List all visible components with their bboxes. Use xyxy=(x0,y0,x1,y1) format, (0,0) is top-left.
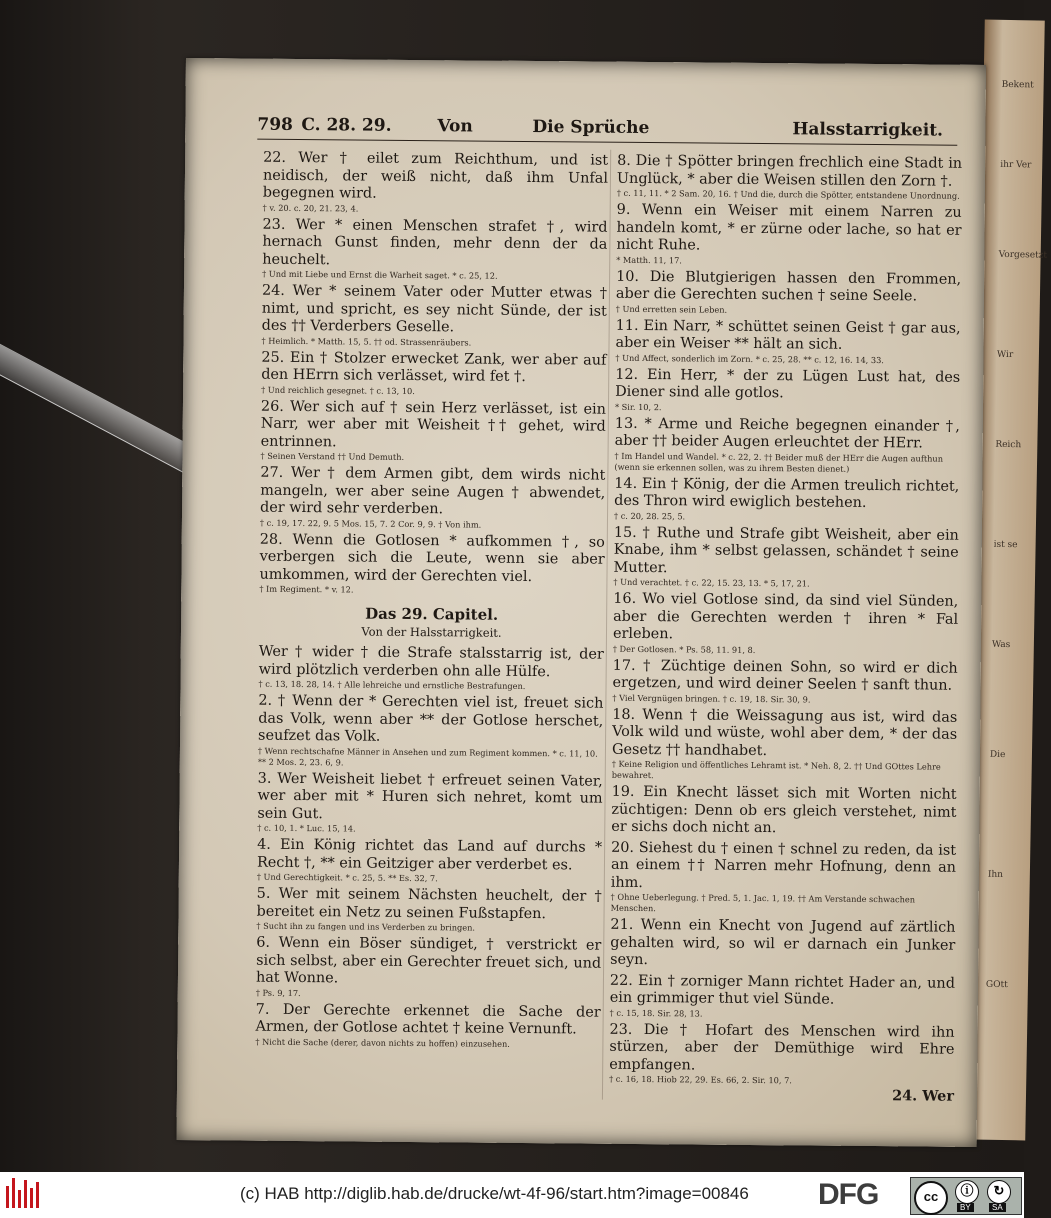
verse: 25. Ein † Stolzer erwecket Zank, wer aber auf den HErrn sich verlässet, wird fet †. xyxy=(261,349,607,385)
footnote: * Sir. 10, 2. xyxy=(614,401,662,412)
verse: 11. Ein Narr, * schüttet seinen Geist † gar aus, aber ein Weiser ** hält an sich. xyxy=(615,317,961,353)
verse: Wer † wider † die Strafe stalsstarrig ist, der wird plötzlich verderben ohn alle Hülfe. xyxy=(258,643,604,680)
book-page xyxy=(177,58,986,1147)
verse: 10. Die Blutgierigen hassen den Frommen, aber die Gerechten suchen † seine Seele. xyxy=(615,268,962,305)
footnote: † v. 20. c. 20, 21. 23, 4. xyxy=(262,202,359,214)
footnote: † c. 20, 28. 25, 5. xyxy=(613,510,686,521)
verse: 23. Die † Hofart des Menschen wird ihn stürzen, aber der Demüthige wird Ehre empfangen. xyxy=(609,1021,955,1073)
attribution-icon: ⓘ xyxy=(955,1180,979,1204)
cc-by-label: BY xyxy=(957,1203,974,1212)
verse: 8. Die † Spötter bringen frechlich eine Stadt in Unglück, * aber die Weisen stillen den Zorn †. xyxy=(616,152,963,190)
right-column xyxy=(609,150,962,1105)
copyright-link[interactable]: (c) HAB http://diglib.hab.de/drucke/wt-4f-96/start.htm?image=00846 xyxy=(240,1184,749,1203)
verse: 21. Wenn ein Knecht von Jugend auf zärtlich gehalten wird, so wil er darnach ein Junker seyn. xyxy=(610,916,956,969)
viewer-footer xyxy=(0,1172,1024,1218)
catchword: 24. Wer xyxy=(892,1087,955,1105)
facing-page-fragment: Bekent xyxy=(1001,79,1034,91)
footnote: † Heimlich. * Matth. 15, 5. †† od. Strassenräubers. xyxy=(261,335,472,347)
facing-page-fragment: ihr Ver xyxy=(1000,159,1032,171)
verse: 23. Wer * einen Menschen strafet †, wird hernach Gunst finden, mehr denn der da heuchelt. xyxy=(262,216,608,268)
facing-page-fragment: Ihn xyxy=(987,869,1004,881)
footnote: † c. 16, 18. Hiob 22, 29. Es. 66, 2. Sir. 10, 7. xyxy=(609,1073,792,1086)
footnote: † c. 13, 18. 28, 14. † Alle lehreiche und ernstliche Bestrafungen. xyxy=(258,678,526,691)
verse: 24. Wer * seinem Vater oder Mutter etwas † nimt, und spricht, es sey nicht Sünde, der ist des †† Verderbers Geselle. xyxy=(261,282,608,336)
footnote: † Und reichlich gesegnet. † c. 13, 10. xyxy=(261,384,415,396)
chapter-heading: Das 29. Capitel. xyxy=(365,604,499,624)
cc-logo-icon: cc xyxy=(914,1181,948,1215)
left-column xyxy=(255,147,608,1050)
verse: 9. Wenn ein Weiser mit einem Narren zu handeln komt, * er zürne oder lache, so hat er nicht Ruhe. xyxy=(616,201,962,254)
verse: 27. Wer † dem Armen gibt, dem wirds nicht mangeln, wer aber seine Augen † abwendet, der wird sehr verderben. xyxy=(260,464,606,518)
header-von: Von xyxy=(437,116,473,137)
facing-page-fragment: Wir xyxy=(996,349,1014,361)
footnote: † Im Handel und Wandel. * c. 22, 2. †† Beider muß der HErr die Augen aufthun (wenn sie erkennen sollen, was zu ihrem Besten dienet.) xyxy=(614,450,944,474)
footnote: † Keine Religion und öffentliches Lehramt ist. * Neh. 8, 2. †† Und GOttes Lehre bewahret. xyxy=(611,758,941,781)
book-title: Die Sprüche xyxy=(532,117,650,139)
dfg-logo: DFG xyxy=(818,1178,879,1211)
footnote: † Ps. 9, 17. xyxy=(255,987,301,998)
facing-page-fragment: Vorgesetzt xyxy=(998,249,1048,261)
facing-page-fragment: Reich xyxy=(995,439,1022,451)
footnote: † Im Regiment. * v. 12. xyxy=(259,583,354,595)
verse: 20. Siehest du † einen † schnel zu reden, da ist an einem †† Narren mehr Hofnung, denn an ihm. xyxy=(610,839,957,891)
verse: 5. Wer mit seinem Nächsten heuchelt, der † bereitet ein Netz zu seinen Fußstapfen. xyxy=(256,885,602,922)
facing-page-fragment: GOtt xyxy=(985,979,1008,991)
footnote: † Und Gerechtigkeit. * c. 25, 5. ** Es. 32, 7. xyxy=(256,871,438,884)
verse: 12. Ein Herr, * der zu Lügen Lust hat, des Diener sind alle gotlos. xyxy=(615,366,961,402)
chapter-ref: C. 28. 29. xyxy=(301,115,392,136)
footnote: † Und verachtet. † c. 22, 15. 23, 13. * 5, 17, 21. xyxy=(613,576,810,589)
footnote: † c. 10, 1. * Luc. 15, 14. xyxy=(257,822,356,834)
verse: 22. Ein † zorniger Mann richtet Hader an, und ein grimmiger thut viel Sünde. xyxy=(609,972,956,1008)
footnote: † Wenn rechtschafne Männer in Ansehen und zum Regiment kommen. * c. 11, 10. ** 2 Mos. 2, 23. 6, 9. xyxy=(257,745,598,767)
footnote: † Sucht ihn zu fangen und ins Verderben zu bringen. xyxy=(256,920,476,933)
verse: 28. Wenn die Gotlosen * aufkommen †, so verbergen sich die Leute, wenn sie aber umkommen, wird der Gerechten viel. xyxy=(259,531,605,585)
cc-license-badge[interactable] xyxy=(910,1177,1022,1215)
footnote: † Und mit Liebe und Ernst die Warheit saget. * c. 25, 12. xyxy=(262,268,498,281)
verse: 13. * Arme und Reiche begegnen einander †, aber †† beider Augen erleuchtet der HErr. xyxy=(614,415,960,452)
facing-page-fragment: Die xyxy=(989,749,1006,761)
verse: 3. Wer Weisheit liebet † erfreuet seinen Vater, wer aber mit * Huren sich nehret, komt um sein Gut. xyxy=(257,770,603,822)
verse: 2. † Wenn der * Gerechten viel ist, freuet sich das Volk, wenn aber ** der Gotlose herschet, seufzet das Volk. xyxy=(258,692,604,745)
verse: 22. Wer † eilet zum Reichthum, und ist neidisch, der weiß nicht, daß ihm Unfal begegnen wird. xyxy=(262,149,609,202)
footnote: † Nicht die Sache (derer, davon nichts zu hoffen) einzusehen. xyxy=(255,1036,510,1049)
cc-sa-label: SA xyxy=(989,1203,1006,1212)
facing-page-fragment: ist se xyxy=(993,539,1018,551)
footnote: † Seinen Verstand †† Und Demuth. xyxy=(260,450,405,462)
verse: 19. Ein Knecht lässet sich mit Worten nicht züchtigen: Denn ob ers gleich verstehet, nimt er sichs doch nicht an. xyxy=(611,783,957,837)
footnote: † Viel Vergnügen bringen. † c. 19, 18. Sir. 30, 9. xyxy=(612,692,811,704)
verse: 26. Wer sich auf † sein Herz verlässet, ist ein Narr, wer aber mit Weisheit †† gehet, wird entrinnen. xyxy=(260,398,607,450)
verse: 17. † Züchtige deinen Sohn, so wird er dich ergetzen, und wird deiner Seelen † sanft thun. xyxy=(612,657,958,694)
footnote: * Matth. 11, 17. xyxy=(616,254,682,265)
verse: 18. Wenn † die Weissagung aus ist, wird das Volk wild und wüste, wohl aber dem, * der das Gesetz †† handhabet. xyxy=(611,706,958,759)
verse: 14. Ein † König, der die Armen treulich richtet, des Thron wird ewiglich bestehen. xyxy=(614,475,960,511)
facing-page-fragment: Was xyxy=(991,639,1011,651)
verse: 7. Der Gerechte erkennet die Sache der Armen, der Gotlose achtet † keine Vernunft. xyxy=(255,1001,601,1038)
chapter-subtitle: Von der Halsstarrigkeit. xyxy=(361,624,502,640)
footnote: † Der Gotlosen. * Ps. 58, 11. 91, 8. xyxy=(612,643,756,655)
footnote: † Und Affect, sonderlich im Zorn. * c. 25, 28. ** c. 12, 16. 14, 33. xyxy=(615,352,884,365)
footnote: † c. 11, 11. * 2 Sam. 20, 16. † Und die, durch die Spötter, entstandene Unordnung. xyxy=(616,187,960,201)
footnote: † Ohne Ueberlegung. † Pred. 5, 1. Jac. 1, 19. †† Am Verstande schwachen Menschen. xyxy=(610,891,916,914)
verse: 16. Wo viel Gotlose sind, da sind viel Sünden, aber die Gerechten werden † ihren * Fal erleben. xyxy=(612,590,959,643)
footnote: † Und erretten sein Leben. xyxy=(615,303,728,315)
verse: 6. Wenn ein Böser sündiget, † verstrickt er sich selbst, aber ein Gerechter freuet sich, und hat Wonne. xyxy=(255,934,602,987)
verse: 15. † Ruthe und Strafe gibt Weisheit, aber ein Knabe, ihm * selbst gelassen, schändet † seine Mutter. xyxy=(613,524,959,576)
verse: 4. Ein König richtet das Land auf durchs * Recht †, ** ein Geitziger aber verderbet es. xyxy=(256,836,603,873)
share-alike-icon: ↻ xyxy=(987,1180,1011,1204)
hab-logo-icon xyxy=(6,1178,40,1212)
footnote: † c. 15, 18. Sir. 28, 13. xyxy=(609,1007,703,1019)
header-topic: Halsstarrigkeit. xyxy=(792,119,944,141)
page-number: 798 xyxy=(257,114,294,135)
footnote: † c. 19, 17. 22, 9. 5 Mos. 15, 7. 2 Cor. 9, 9. † Von ihm. xyxy=(259,517,482,530)
